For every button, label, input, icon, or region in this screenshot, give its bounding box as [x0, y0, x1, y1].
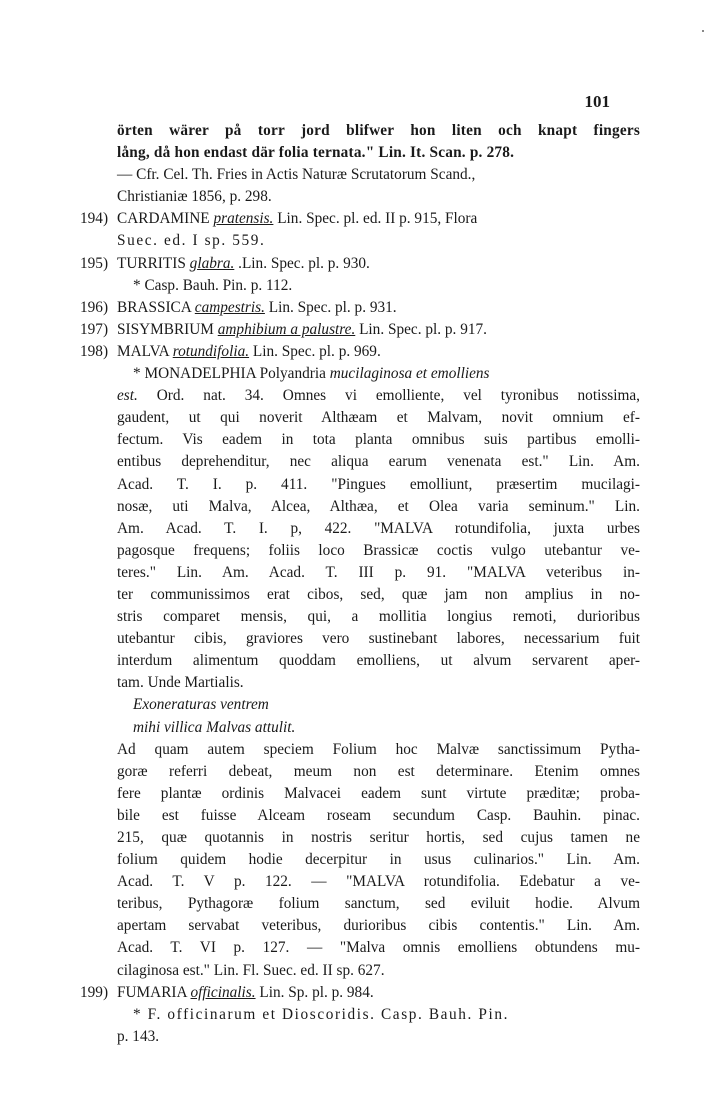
- text-line: teres." Lin. Am. Acad. T. III p. 91. "MALVA veteribus in-: [117, 563, 640, 581]
- text-line: * MONADELPHIA Polyandria mucilaginosa et emolliens: [133, 365, 490, 383]
- text-line: nosæ, uti Malva, Alcea, Althæa, et Olea varia seminum." Lin.: [117, 497, 640, 515]
- text-line: lång, då hon endast där folia ternata." Lin. It. Scan. p. 278.: [117, 144, 515, 162]
- verse-line: mihi villica Malvas attulit.: [133, 718, 296, 736]
- text-line: teribus, Pythagoræ folium sanctum, sed eviluit hodie. Alvum: [117, 895, 640, 913]
- text-line: entibus deprehenditur, nec aliqua earum venenata est." Lin. Am.: [117, 453, 640, 471]
- entry-197: 197) SISYMBRIUM amphibium a palustre. Lin. Spec. pl. p. 917.: [80, 320, 487, 338]
- text-line: 215, quæ quotannis in nostris seritur hortis, sed cujus tamen ne: [117, 829, 640, 846]
- text-line: Acad. T. VI p. 127. — "Malva omnis emolliens obtundens mu-: [117, 939, 640, 957]
- text-line: Christianiæ 1856, p. 298.: [117, 188, 272, 206]
- text-line: fectum. Vis eadem in tota planta omnibus suis partibus emolli-: [117, 431, 640, 449]
- text-line: — Cfr. Cel. Th. Fries in Actis Naturæ Scrutatorum Scand.,: [117, 166, 476, 184]
- text-line: pagosque frequens; foliis loco Brassicæ coctis vulgo utebantur ve-: [117, 541, 640, 559]
- text-line: örten wärer på torr jord blifwer hon liten och knapt fingers: [117, 122, 640, 139]
- text-line: utebantur cibis, graviores vero sustinebant labores, necessarium fuit: [117, 630, 640, 648]
- entry-195: 195) TURRITIS glabra. .Lin. Spec. pl. p. 930.: [80, 254, 370, 272]
- text-line: fere plantæ ordinis Malvacei eadem sunt virtute præditæ; proba-: [117, 784, 640, 802]
- text-line: tam. Unde Martialis.: [117, 674, 244, 692]
- text-line: est. Ord. nat. 34. Omnes vi emolliente, vel tyronibus notissima,: [117, 387, 640, 405]
- text-line: * F. officinarum et Dioscoridis. Casp. Bauh. Pin.: [133, 1005, 510, 1023]
- text-line: Suec. ed. I sp. 559.: [117, 232, 266, 250]
- page-number: 101: [584, 92, 610, 111]
- text-line: stris comparet mensis, qui, a mollitia longius remoti, durioribus: [117, 608, 640, 626]
- text-line: folium quidem hodie decerpitur in usus culinarios." Lin. Am.: [117, 851, 640, 869]
- text-line: Ad quam autem speciem Folium hoc Malvæ sanctissimum Pytha-: [117, 740, 640, 758]
- page-body: [80, 120, 640, 1048]
- text-line: Am. Acad. T. I. p, 422. "MALVA rotundifolia, juxta urbes: [117, 519, 640, 537]
- speck: [702, 30, 704, 32]
- text-line: interdum alimentum quoddam emolliens, ut alvum servarent aper-: [117, 652, 640, 670]
- text-line: Acad. T. V p. 122. — "MALVA rotundifolia. Edebatur a ve-: [117, 873, 640, 891]
- entry-196: 196) BRASSICA campestris. Lin. Spec. pl. p. 931.: [80, 298, 397, 316]
- text-line: Acad. T. I. p. 411. "Pingues emolliunt, præsertim mucilagi-: [117, 475, 640, 493]
- entry-194: 194) CARDAMINE pratensis. Lin. Spec. pl. ed. II p. 915, Flora: [80, 210, 478, 228]
- text-line: p. 143.: [117, 1027, 160, 1045]
- text-line: gaudent, ut qui noverit Althæam et Malvam, novit omnium ef-: [117, 409, 640, 427]
- text-line: goræ referri debeat, meum non est determinare. Etenim omnes: [117, 762, 640, 780]
- text-line: cilaginosa est." Lin. Fl. Suec. ed. II sp. 627.: [117, 961, 385, 979]
- verse-line: Exoneraturas ventrem: [133, 696, 269, 714]
- text-line: bile est fuisse Alceam roseam secundum Casp. Bauhin. pinac.: [117, 806, 640, 824]
- entry-198: 198) MALVA rotundifolia. Lin. Spec. pl. p. 969.: [80, 342, 381, 360]
- text-line: apertam servabat veteribus, durioribus cibis contentis." Lin. Am.: [117, 917, 640, 935]
- entry-199: 199) FUMARIA officinalis. Lin. Sp. pl. p. 984.: [80, 983, 374, 1001]
- text-line: * Casp. Bauh. Pin. p. 112.: [133, 276, 293, 294]
- text-line: ter communissimos erat cibos, sed, quæ jam non amplius in no-: [117, 585, 640, 603]
